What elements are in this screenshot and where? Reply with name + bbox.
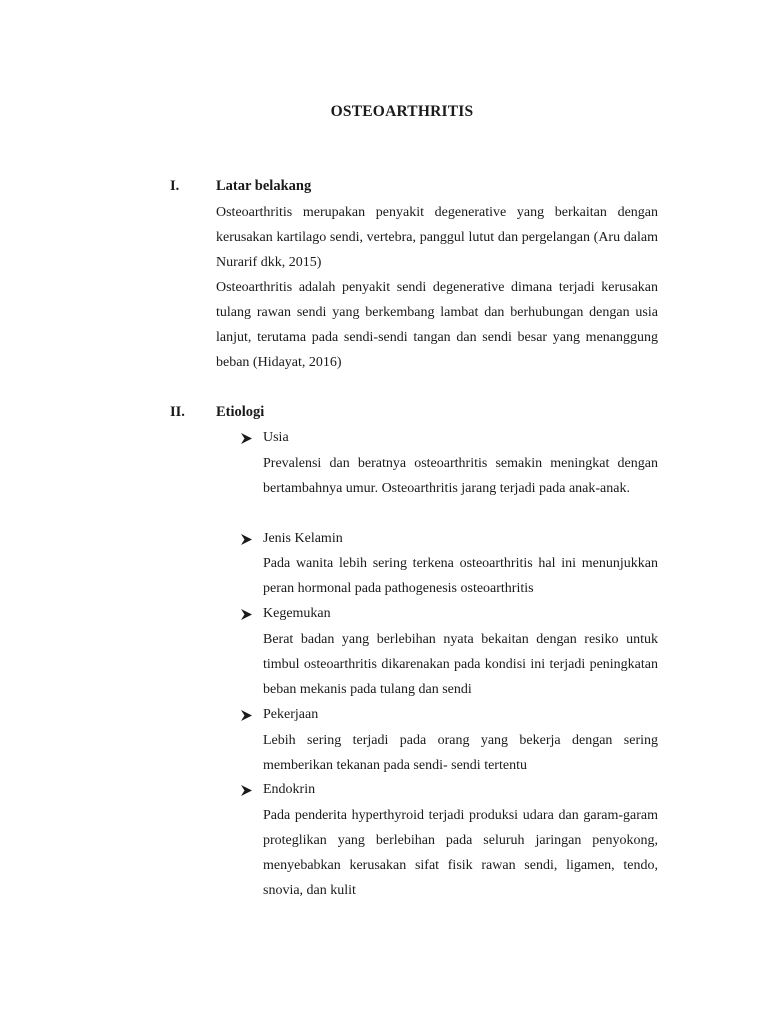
section-1-heading: Latar belakang xyxy=(216,178,312,194)
arrow-bullet-icon xyxy=(240,784,253,797)
section-1-paragraph-2: Osteoarthritis adalah penyakit sendi degenerative dimana terjadi kerusakan tulang rawan sendi yang berkembang lambat dan berhubungan dengan usia lanjut, terutama pada sendi-sendi tangan dan sendi besar yang menanggung beban (Hidayat, 2016) xyxy=(216,280,658,370)
list-item xyxy=(240,782,315,798)
list-item-description: Pada penderita hyperthyroid terjadi produksi udara dan garam-garam proteglikan yang berlebihan pada seluruh jaringan penyokong, menyebabkan kerusakan sifat fisik rawan sendi, ligamen, tendo, snovia, dan kulit xyxy=(263,808,658,898)
list-item-label: Pekerjaan xyxy=(263,707,319,722)
section-2-heading: Etiologi xyxy=(216,404,265,420)
arrow-bullet-icon xyxy=(240,608,253,621)
arrow-bullet-icon xyxy=(240,432,253,445)
list-item-description: Prevalensi dan beratnya osteoarthritis semakin meningkat dengan bertambahnya umur. Osteoarthritis jarang terjadi pada anak-anak. xyxy=(263,456,658,496)
section-2-number: II. xyxy=(170,404,185,420)
section-1-paragraph-1: Osteoarthritis merupakan penyakit degenerative yang berkaitan dengan kerusakan kartilago sendi, vertebra, panggul lutut dan pergelangan (Aru dalam Nurarif dkk, 2015) xyxy=(216,205,658,270)
list-item-description: Lebih sering terjadi pada orang yang bekerja dengan sering memberikan tekanan pada sendi- sendi tertentu xyxy=(263,733,658,773)
list-item-description: Berat badan yang berlebihan nyata bekaitan dengan resiko untuk timbul osteoarthritis dikarenakan pada kondisi ini terjadi peningkatan beban mekanis pada tulang dan sendi xyxy=(263,632,658,697)
list-item-label: Endokrin xyxy=(263,782,316,797)
list-item xyxy=(240,430,289,446)
list-item xyxy=(240,707,318,723)
arrow-bullet-icon xyxy=(240,709,253,722)
list-item-description: Pada wanita lebih sering terkena osteoarthritis hal ini menunjukkan peran hormonal pada pathogenesis osteoarthritis xyxy=(263,556,658,596)
arrow-bullet-icon xyxy=(240,533,253,546)
list-item xyxy=(240,606,331,622)
list-item-label: Usia xyxy=(263,430,289,445)
list-item-label: Jenis Kelamin xyxy=(263,531,343,546)
list-item xyxy=(240,531,343,547)
document-title: OSTEOARTHRITIS xyxy=(330,103,474,120)
list-item-label: Kegemukan xyxy=(263,606,331,621)
section-1-number: I. xyxy=(170,178,180,194)
